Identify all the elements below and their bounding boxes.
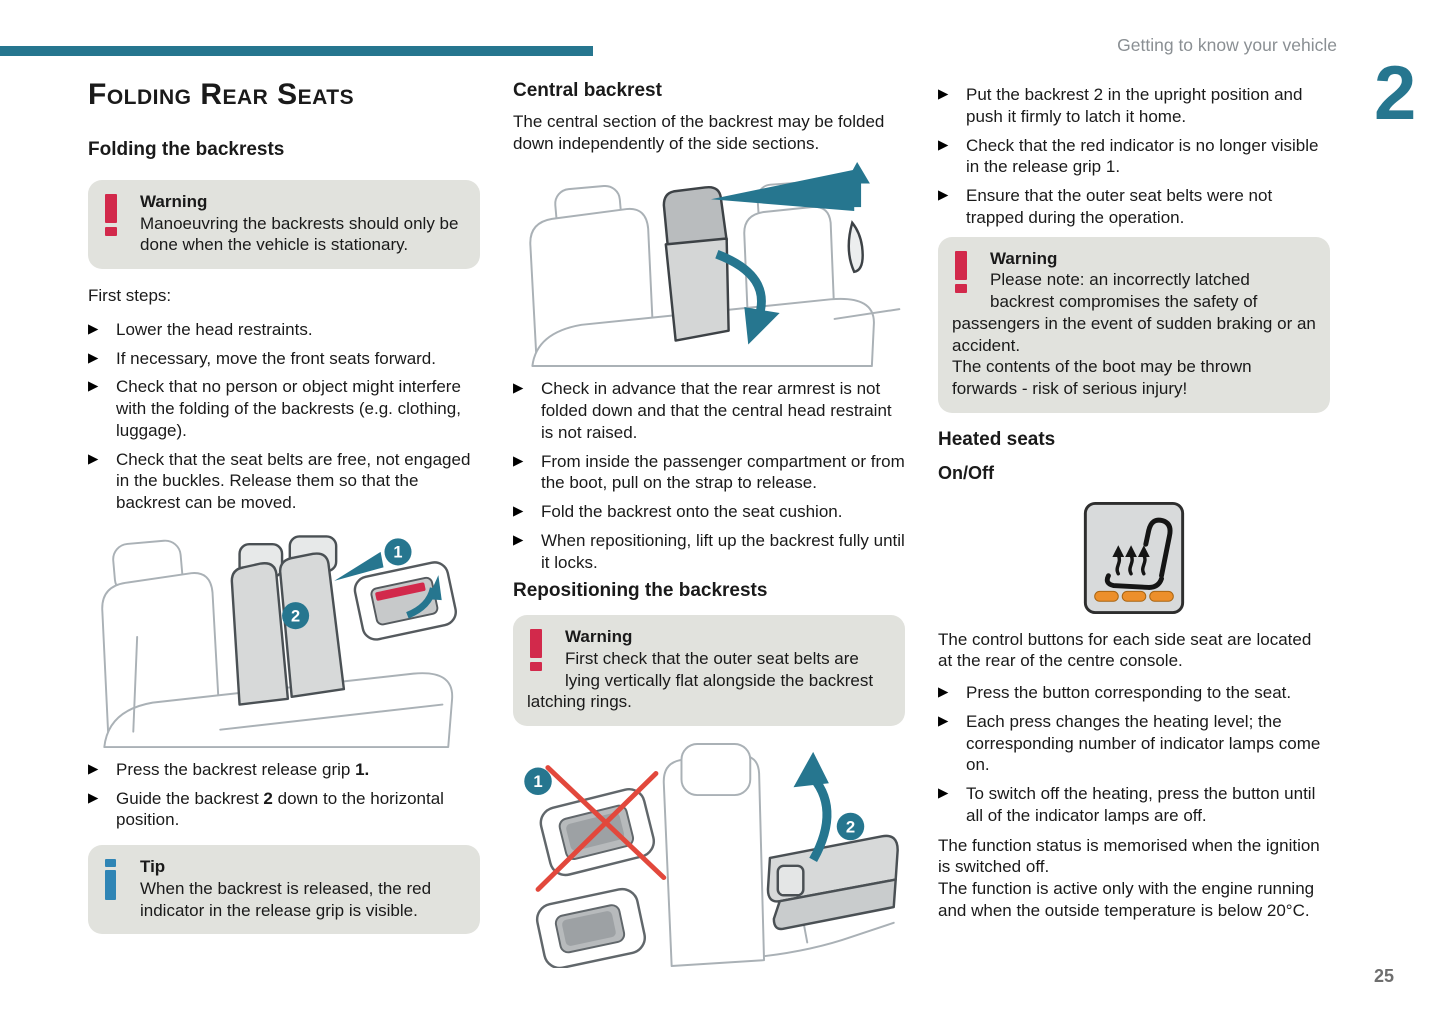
svg-text:1: 1 [533, 772, 543, 792]
heading-on-off: On/Off [938, 462, 994, 483]
bullet-arrow-icon: ▶ [938, 187, 949, 202]
list-item: ▶ From inside the passenger compartment or from the boot, pull on the strap to release. [513, 451, 905, 493]
warning-text: Manoeuvring the backrests should only be done when the vehicle is stationary. [140, 213, 459, 255]
lift-arrow-icon [809, 774, 827, 860]
svg-text:2: 2 [845, 817, 856, 837]
tip-box [88, 845, 480, 934]
bullet-arrow-icon: ▶ [513, 380, 524, 396]
bullet-arrow-icon: ▶ [938, 136, 949, 152]
warning-label: Warning [990, 248, 1058, 268]
warning-label: Warning [565, 627, 633, 647]
figure-repositioning [513, 742, 905, 968]
warning-exclamation-icon [105, 194, 131, 236]
controls-location-text: The control buttons for each side seat are located at the rear of the centre console. [938, 629, 1312, 671]
badge-2 [282, 602, 309, 629]
release-grip-lower [534, 886, 647, 968]
list-item: ▶ Check that the red indicator is no longer visible in the release grip 1. [938, 135, 1319, 177]
list-item: ▶ Press the button corresponding to the seat. [938, 683, 1292, 703]
bullet-arrow-icon: ▶ [513, 531, 524, 547]
bullet-arrow-icon: ▶ [88, 349, 99, 365]
central-backrest-list [513, 378, 905, 573]
warning-exclamation-icon [955, 251, 981, 293]
bullet-arrow-icon: ▶ [938, 684, 949, 700]
list-item: ▶ Ensure that the outer seat belts were not trapped during the operation. [938, 186, 1273, 227]
heated-seats-list [938, 682, 1330, 827]
function-active-text: The function is active only with the engine running and when the outside temperature is below 20°C. [938, 879, 1315, 920]
list-item: ▶ Check that no person or object might interfere with the folding of the backrests (e.g. clothing, luggage). [88, 377, 461, 440]
up-arrow-icon [852, 182, 861, 208]
badge-2 [837, 813, 865, 841]
info-icon [105, 859, 131, 900]
column-middle [513, 80, 905, 978]
badge-1 [384, 538, 411, 565]
list-item: ▶ To switch off the heating, press the button until all of the indicator lamps are off. [938, 784, 1316, 825]
list-item: ▶ Check that the seat belts are free, not engaged in the buckles. Release them so that the backrest can be moved. [88, 449, 471, 513]
warning-exclamation-icon [530, 629, 556, 671]
warning-text: Please note: an incorrectly latched backrest compromises the safety of passengers in the event of sudden braking or an accident. [952, 270, 1316, 355]
list-item: ▶ Check in advance that the rear armrest is not folded down and that the central head restraint is not raised. [513, 379, 892, 442]
bullet-arrow-icon: ▶ [938, 785, 949, 801]
first-steps-list [88, 319, 480, 514]
bullet-arrow-icon: ▶ [88, 789, 99, 805]
svg-text:1: 1 [393, 543, 403, 562]
warning-box [513, 615, 905, 726]
list-item: ▶ Lower the head restraints. [88, 319, 313, 339]
tip-label: Tip [140, 857, 166, 877]
page-number: 25 [1374, 966, 1395, 986]
warning-label: Warning [140, 191, 208, 211]
bullet-arrow-icon: ▶ [88, 760, 99, 776]
page-title: Folding Rear Seats [88, 78, 355, 111]
function-status-text: The function status is memorised when the ignition is switched off. [938, 835, 1320, 877]
warning-box [88, 180, 480, 269]
list-item: ▶ Each press changes the heating level; the corresponding number of indicator lamps come on. [938, 711, 1321, 775]
repositioning-checks-list [938, 84, 1330, 229]
release-grip-detail [352, 560, 458, 642]
svg-text:2: 2 [291, 607, 301, 626]
list-item: ▶ Guide the backrest 2 down to the horizontal position. [88, 788, 444, 830]
heading-folding-backrests: Folding the backrests [88, 139, 285, 160]
bullet-arrow-icon: ▶ [938, 712, 949, 728]
column-right [938, 84, 1330, 928]
list-item: ▶ Put the backrest 2 in the upright position and push it firmly to latch it home. [938, 85, 1303, 126]
figure-folding-backrests [88, 521, 480, 749]
badge-1 [524, 768, 552, 796]
bullet-arrow-icon: ▶ [88, 320, 99, 336]
warning-text: The contents of the boot may be thrown forwards - risk of serious injury! [952, 357, 1252, 398]
tip-text: When the backrest is released, the red indicator in the release grip is visible. [140, 878, 432, 920]
bullet-arrow-icon: ▶ [88, 378, 99, 394]
bullet-arrow-icon: ▶ [513, 503, 524, 519]
list-item: ▶ If necessary, move the front seats forward. [88, 348, 436, 368]
warning-text: First check that the outer seat belts are lying vertically flat alongside the backrest latching rings. [527, 648, 874, 712]
figure-central-backrest [513, 160, 905, 368]
list-item: ▶ Fold the backrest onto the seat cushion. [513, 502, 843, 522]
list-item: ▶ When repositioning, lift up the backrest fully until it locks. [513, 530, 905, 572]
indicator-lamps [1095, 591, 1174, 601]
heading-repositioning: Repositioning the backrests [513, 580, 768, 602]
fold-actions-list [88, 759, 480, 831]
first-steps-label: First steps: [88, 286, 172, 306]
bullet-arrow-icon: ▶ [88, 450, 99, 466]
figure-heated-seat-button [1082, 501, 1186, 615]
heading-heated-seats: Heated seats [938, 428, 1056, 450]
chapter-accent-bar [0, 46, 593, 56]
warning-box [938, 237, 1330, 413]
chapter-number: 2 [1374, 51, 1417, 136]
heading-central-backrest: Central backrest [513, 80, 662, 101]
list-item: ▶ Press the backrest release grip 1. [88, 759, 370, 779]
bullet-arrow-icon: ▶ [938, 86, 949, 101]
chapter-breadcrumb: Getting to know your vehicle [1117, 35, 1337, 55]
column-left [88, 78, 480, 950]
release-strap [845, 162, 870, 272]
bullet-arrow-icon: ▶ [513, 452, 524, 468]
central-backrest-intro: The central section of the backrest may be folded down independently of the side sections. [513, 111, 885, 153]
pointer-arrow-icon [711, 170, 854, 211]
